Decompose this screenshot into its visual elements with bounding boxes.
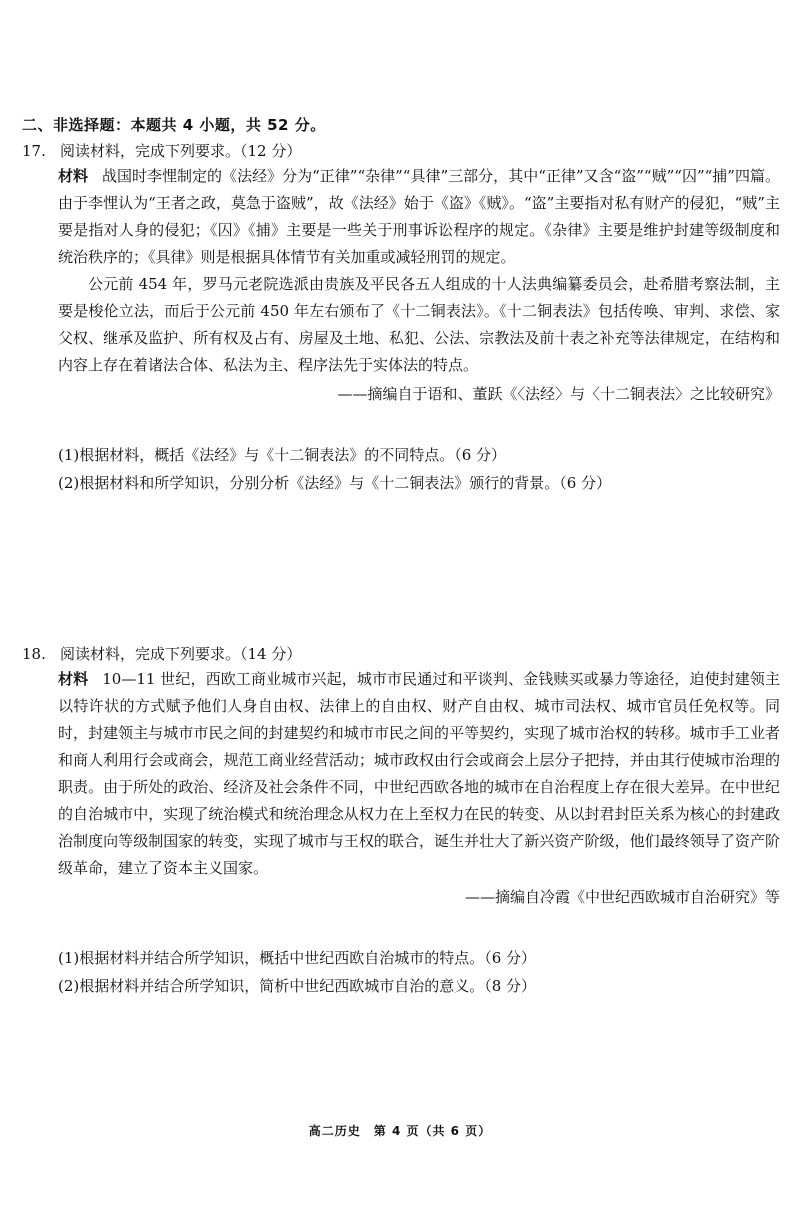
page-footer: 高二历史 第 4 页（共 6 页） [308, 1124, 492, 1138]
question-18-material [58, 666, 780, 911]
section-title: 二、非选择题：本题共 4 小题，共 52 分。 [22, 116, 326, 134]
question-17-prompt: 阅读材料，完成下列要求。（12 分） [60, 142, 302, 160]
question-18-source: ——摘编自冷霞《中世纪西欧城市自治研究》等 [464, 888, 780, 906]
question-17-material [58, 163, 780, 408]
question-17-source: ——摘编自于语和、董跃《〈法经〉与〈十二铜表法〉之比较研究》 [337, 385, 780, 403]
question-18-header [22, 643, 301, 664]
material-label: 材料 [58, 670, 89, 688]
question-17-para1-block [58, 163, 780, 271]
question-17-sub2: (2)根据材料和所学知识，分别分析《法经》与《十二铜表法》颁行的背景。（6 分） [58, 474, 612, 492]
question-17-sub1: (1)根据材料，概括《法经》与《十二铜表法》的不同特点。（6 分） [58, 446, 507, 464]
material-label: 材料 [58, 167, 89, 185]
question-18-sub2: (2)根据材料并结合所学知识，简析中世纪西欧城市自治的意义。（8 分） [58, 977, 537, 995]
question-18-number: 18. [22, 645, 46, 663]
question-17-number: 17. [22, 142, 46, 160]
question-17-header [22, 140, 301, 161]
question-17-para2: 公元前 454 年，罗马元老院选派由贵族及平民各五人组成的十人法典编纂委员会，赴希腊考察法制，主要是梭伦立法，而后于公元前 450 年左右颁布了《十二铜表法》。《十二铜表法》包括传唤、审判、求偿、家父权、继承及监护、所有权及占有、房屋及土地、私犯、公法、宗教法及前十表之补充等法律规定，在结构和内容上存在着诸法合体、私法为主、程序法先于实体法的特点。 [58, 275, 780, 374]
question-18-para1: 10—11 世纪，西欧工商业城市兴起，城市市民通过和平谈判、金钱赎买或暴力等途径，迫使封建领主以特许状的方式赋予他们人身自由权、法律上的自由权、财产自由权、城市司法权、城市官员任免权等。同时，封建领主与城市市民之间的封建契约和城市市民之间的平等契约，实现了城市治权的转移。城市手工业者和商人利用行会或商会，规范工商业经营活动；城市政权由行会或商会上层分子把持，并由其行使城市治理的职责。由于所处的政治、经济及社会条件不同，中世纪西欧各地的城市在自治程度上存在很大差异。在中世纪的自治城市中，实现了统治模式和统治理念从权力在上至权力在民的转变、从以封君封臣关系为核心的封建政治制度向等级制国家的转变，实现了城市与王权的联合，诞生并壮大了新兴资产阶级，他们最终领导了资产阶级革命，建立了资本主义国家。 [58, 670, 780, 877]
question-18-sub1: (1)根据材料并结合所学知识，概括中世纪西欧自治城市的特点。（6 分） [58, 949, 537, 967]
question-18-prompt: 阅读材料，完成下列要求。（14 分） [60, 645, 302, 663]
question-18-para1-block [58, 666, 780, 882]
question-17-para1: 战国时李悝制定的《法经》分为“正律”“杂律”“具律”三部分，其中“正律”又含“盗”“贼”“囚”“捕”四篇。由于李悝认为“王者之政，莫急于盗贼”，故《法经》始于《盗》《贼》。“盗”主要指对私有财产的侵犯，“贼”主要是指对人身的侵犯；《囚》《捕》主要是一些关于刑事诉讼程序的规定。《杂律》主要是维护封建等级制度和统治秩序的；《具律》则是根据具体情节有关加重或减轻刑罚的规定。 [58, 167, 780, 266]
